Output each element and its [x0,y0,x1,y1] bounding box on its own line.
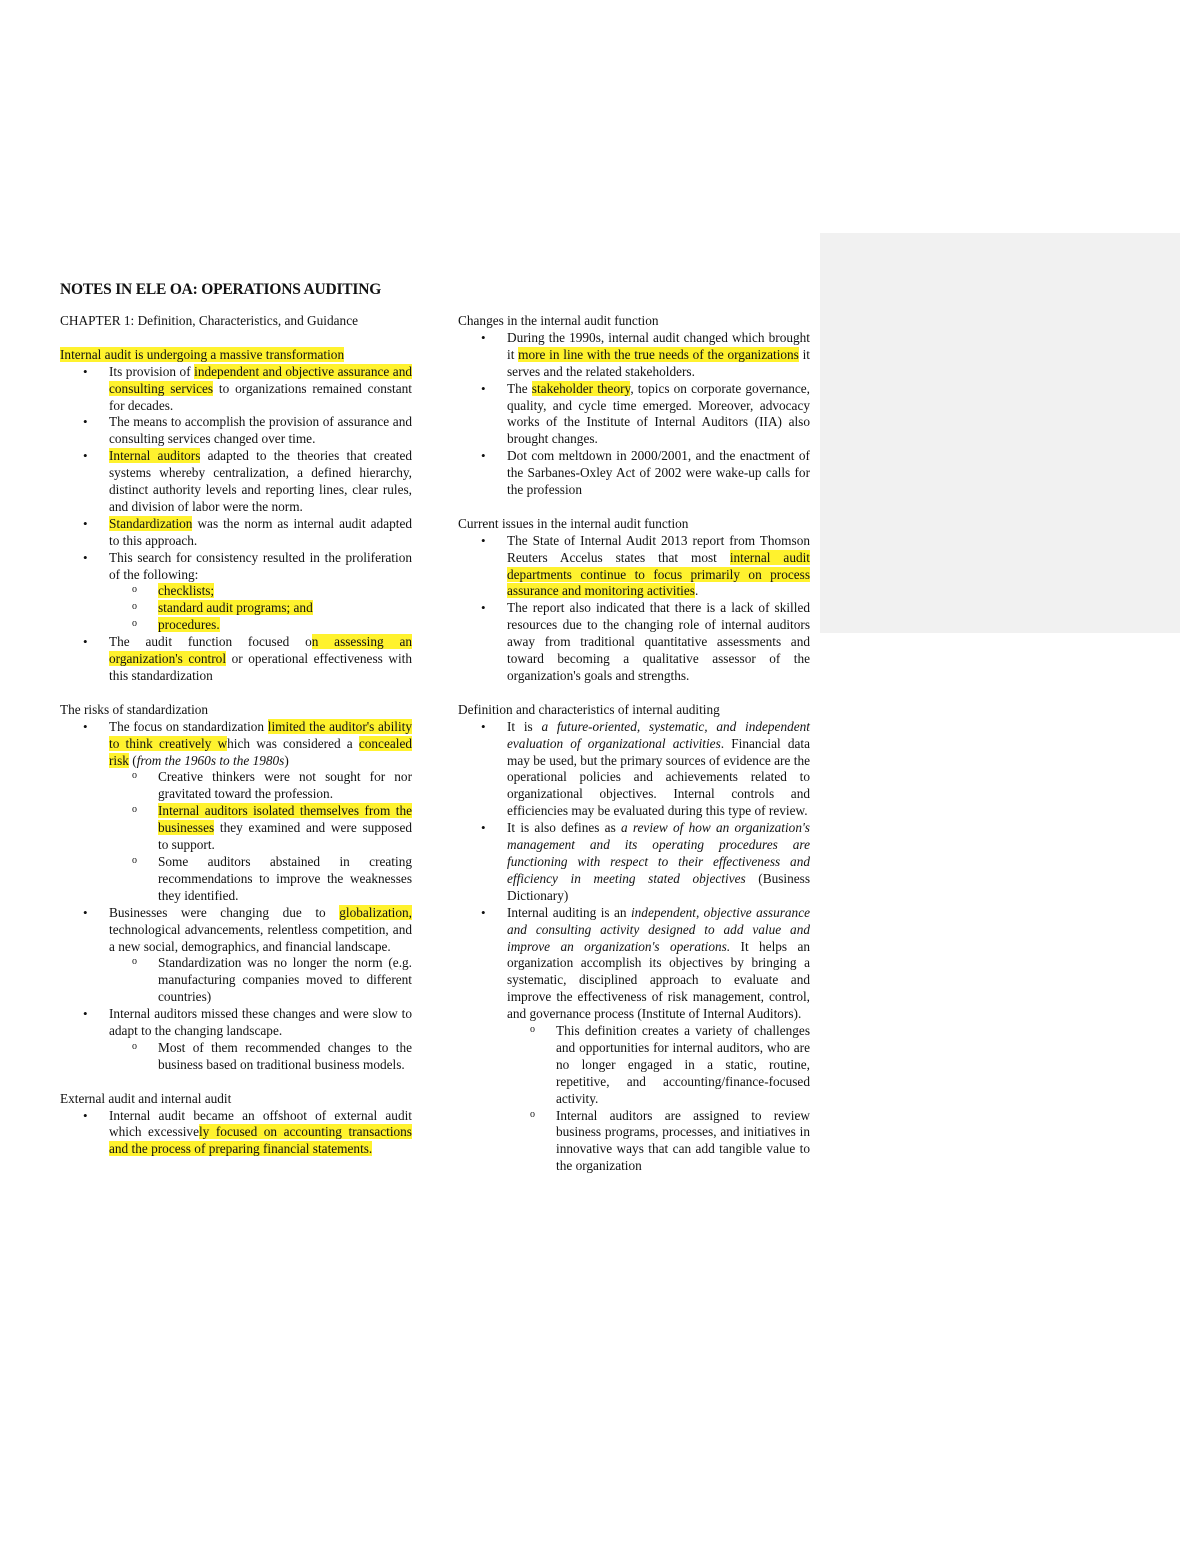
section-heading: Changes in the internal audit function [458,313,659,328]
text: Internal auditing is an [507,904,631,920]
list-item [60,516,412,550]
highlight: more in line with the true needs of the organizations [518,346,799,362]
text: It is [507,718,542,734]
section-heading: Current issues in the internal audit function [458,515,689,531]
list-item [458,533,810,601]
sub-list [109,955,412,1006]
text: . [694,583,699,599]
text: was the norm as internal audit adapted to this approach. [109,515,412,548]
comment-margin-pane [820,233,1180,633]
highlight: globalization, [339,904,412,920]
list-item [60,719,412,905]
text: technological advancements, relentless competition, and a new social, demographics, and financial landscape. [109,921,412,954]
text: it serves and the related stakeholders. [507,346,810,379]
highlight: stakeholder theory [531,380,631,396]
right-column [458,313,810,1175]
text: It is also defines as [507,820,621,836]
bullet-list [458,719,810,1175]
italic-text: a future-oriented, systematic, and independent evaluation of organizational activities [507,718,810,751]
text: they examined and were supposed to support. [158,820,412,853]
italic-text: a review of how an organization's management and its operating procedures are functioning with respect to their effectiveness and efficiency in meeting stated objectives [507,820,810,886]
text: Creative thinkers were not sought for nor gravitated toward the profession. [158,769,412,802]
sub-list-item [109,583,412,600]
highlight: ly focused on accounting transactions and the process of preparing financial statements. [109,1124,412,1157]
text: Internal auditors are assigned to review business programs, processes, and initiatives in innovative ways that can add tangible value to the organization [556,1107,810,1174]
sub-list [507,1023,810,1175]
highlight: Internal audit is undergoing a massive transformation [60,346,345,362]
list-item [60,634,412,685]
sub-list-item [507,1023,810,1108]
section-heading: External audit and internal audit [60,1090,232,1106]
text: The report also indicated that there is a lack of skilled resources due to the changing role of internal auditors away from traditional quantitative assessments and toward becoming a qualitative assessor of the organization's goals and strengths. [507,600,810,684]
list-item [60,1006,412,1074]
highlight: procedures. [158,617,220,633]
italic-text: from the 1960s to the 1980s [136,752,285,768]
text: . Financial data may be used, but the primary sources of evidence are the operational policies and achievements related to organizational objectives. Internal controls and efficiencies may be evaluated during this type of review. [507,735,810,819]
text: Its provision of [109,363,195,379]
italic-text: independent, objective assurance and consulting activity designed to add value and improve an organization's operations. [507,904,810,954]
text: adapted to the theories that created systems whereby centralization, a defined hierarchy, distinct authority levels and reporting lines, clear rules, and division of labor were the norm. [109,448,412,514]
list-item [60,905,412,1006]
document-title: NOTES IN ELE OA: OPERATIONS AUDITING [60,281,382,298]
text: (Business Dictionary) [507,870,810,903]
list-item [60,448,412,516]
text: The audit function focused o [109,634,312,650]
sub-list-item [109,854,412,905]
sub-list-item [109,955,412,1006]
bullet-list [60,1108,412,1159]
text: Internal audit became an offshoot of external audit which excessive [109,1107,412,1140]
list-item [458,448,810,499]
text: The State of Internal Audit 2013 report from Thomson Reuters Accelus states that most [507,532,810,565]
text: or operational effectiveness with this standardization [109,651,413,684]
sub-list-item [507,1108,810,1176]
sub-list-item [109,769,412,803]
text: This search for consistency resulted in the proliferation of the following: [109,549,412,582]
sub-list [60,583,412,634]
list-item [60,414,412,448]
text: ) [284,752,289,768]
text: hich was considered a [227,735,359,751]
highlight: checklists; [158,583,215,599]
sub-list-item [109,600,412,617]
bullet-list [458,330,810,499]
text: During the 1990s, internal audit changed which brought it [507,329,810,362]
sub-list-item [109,1040,412,1074]
list-item [458,719,810,820]
bullet-list [60,719,412,1074]
section-heading: Definition and characteristics of internal auditing [458,701,720,717]
list-item [458,330,810,381]
sub-list [109,769,412,904]
highlight: independent and objective assurance and consulting services [109,363,412,396]
text: Internal auditors missed these changes and were slow to adapt to the changing landscape. [109,1006,412,1039]
highlight: Internal auditors [109,448,201,464]
list-item [458,381,810,449]
list-item [458,820,810,905]
list-item [60,550,412,635]
highlight: Internal auditors isolated themselves from the businesses [158,803,412,836]
highlight: Standardization [109,515,193,531]
highlight: concealed risk [109,735,412,768]
bullet-list [458,533,810,685]
list-item [458,600,810,685]
text: to organizations remained constant for decades. [109,380,412,413]
highlight: internal audit departments continue to focus primarily on process assurance and monitoring activities [507,549,810,599]
text: Dot com meltdown in 2000/2001, and the enactment of the Sarbanes-Oxley Act of 2002 were wake-up calls for the profession [507,448,810,498]
left-column [60,313,412,1158]
list-item [60,364,412,415]
section-heading: The risks of standardization [60,701,209,717]
text: Businesses were changing due to [109,904,340,920]
text: The focus on standardization [109,718,268,734]
highlight: n assessing an organization's control [109,634,413,667]
sub-list-item [109,617,412,634]
text: The [507,380,532,396]
list-item [60,1108,412,1159]
text: Standardization was no longer the norm (e.g. manufacturing companies moved to different countries) [158,955,412,1005]
text: Most of them recommended changes to the business based on traditional business models. [158,1039,412,1072]
text: , topics on corporate governance, quality, and cycle time emerged. Moreover, advocacy works of the Institute of Internal Auditors (IIA) also brought changes. [507,380,810,447]
sub-list-item [109,803,412,854]
section-heading [60,347,412,364]
highlight: standard audit programs; and [158,600,313,616]
text: The means to accomplish the provision of assurance and consulting services changed over time. [109,414,412,447]
text: ( [128,752,137,768]
highlight: limited the auditor's ability to think creatively w [109,718,412,751]
list-item [458,905,810,1176]
text: It helps an organization accomplish its objectives by bringing a systematic, disciplined approach to evaluate and improve the effectiveness of risk management, control, and governance process (Institute of Internal Auditors). [507,938,810,1022]
bullet-list [60,364,412,685]
chapter-heading: CHAPTER 1: Definition, Characteristics, and Guidance [60,313,359,328]
sub-list [109,1040,412,1074]
text: Some auditors abstained in creating recommendations to improve the weaknesses they identified. [158,853,412,903]
text: This definition creates a variety of challenges and opportunities for internal auditors, who are no longer engaged in a static, routine, repetitive, and accounting/finance-focused activity. [556,1023,810,1106]
